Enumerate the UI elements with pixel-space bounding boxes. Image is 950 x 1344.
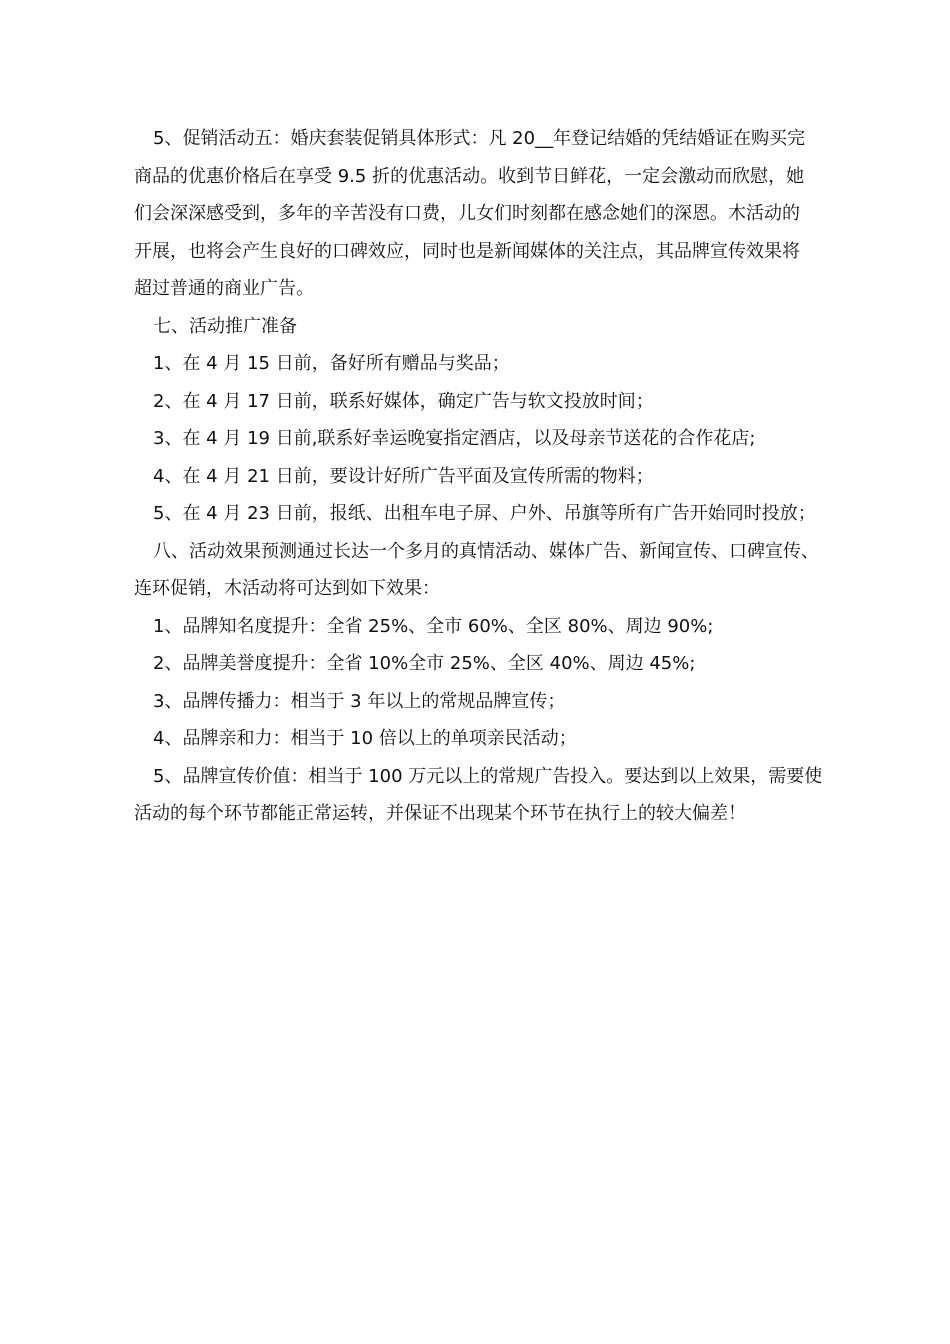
list-item xyxy=(115,345,840,383)
text-line: 2、在 4 月 17 日前，联系好媒体，确定广告与软文投放时间； xyxy=(153,390,654,412)
text-line: 5、在 4 月 23 日前，报纸、出租车电子屏、户外、吊旗等所有广告开始同时投放； xyxy=(153,503,816,524)
list-item xyxy=(115,420,840,458)
section-heading-7 xyxy=(115,308,840,346)
list-item xyxy=(115,758,840,833)
list-item xyxy=(115,458,840,496)
text-line: 5、促销活动五：婚庆套装促销具体形式：凡 20__年登记结婚的凭结婚证在购买完 xyxy=(153,128,806,149)
text-line: 3、品牌传播力：相当于 3 年以上的常规品牌宣传； xyxy=(153,690,566,712)
text-line: 活动的每个环节都能正常运转，并保证不出现某个环节在执行上的较大偏差！ xyxy=(134,803,746,824)
paragraph-promo-5 xyxy=(115,120,840,308)
list-item xyxy=(115,645,840,683)
text-line: 1、在 4 月 15 日前，备好所有赠品与奖品； xyxy=(153,353,510,374)
text-line: 3、在 4 月 19 日前,联系好幸运晚宴指定酒店，以及母亲节送花的合作花店; xyxy=(153,428,756,449)
list-item xyxy=(115,608,840,646)
text-line: 4、在 4 月 21 日前，要设计好所广告平面及宣传所需的物料； xyxy=(153,465,654,487)
list-item xyxy=(115,683,840,721)
document-body xyxy=(115,120,840,833)
text-line: 商品的优惠价格后在享受 9.5 折的优惠活动。收到节日鲜花，一定会激动而欣慰，她 xyxy=(134,165,805,187)
list-item xyxy=(115,720,840,758)
text-line: 2、品牌美誉度提升：全省 10%全市 25%、全区 40%、周边 45%; xyxy=(153,653,696,674)
text-line: 超过普通的商业广告。 xyxy=(134,278,314,299)
text-line: 5、品牌宣传价值：相当于 100 万元以上的常规广告投入。要达到以上效果，需要使 xyxy=(153,765,823,787)
list-item xyxy=(115,495,840,533)
text-line: 八、活动效果预测通过长达一个多月的真情活动、媒体广告、新闻宣传、口碑宣传、 xyxy=(153,540,819,562)
text-line: 连环促销，木活动将可达到如下效果： xyxy=(134,578,440,599)
text-line: 4、品牌亲和力：相当于 10 倍以上的单项亲民活动； xyxy=(153,728,577,749)
text-line: 七、活动推广准备 xyxy=(153,315,297,337)
text-line: 开展，也将会产生良好的口碑效应，同时也是新闻媒体的关注点，其品牌宣传效果将 xyxy=(134,240,800,262)
text-line: 们会深深感受到，多年的辛苦没有口费，儿女们时刻都在感念她们的深恩。木活动的 xyxy=(134,203,800,224)
list-item xyxy=(115,383,840,421)
text-line: 1、品牌知名度提升：全省 25%、全市 60%、全区 80%、周边 90%; xyxy=(153,615,714,637)
section-heading-8 xyxy=(115,533,840,608)
